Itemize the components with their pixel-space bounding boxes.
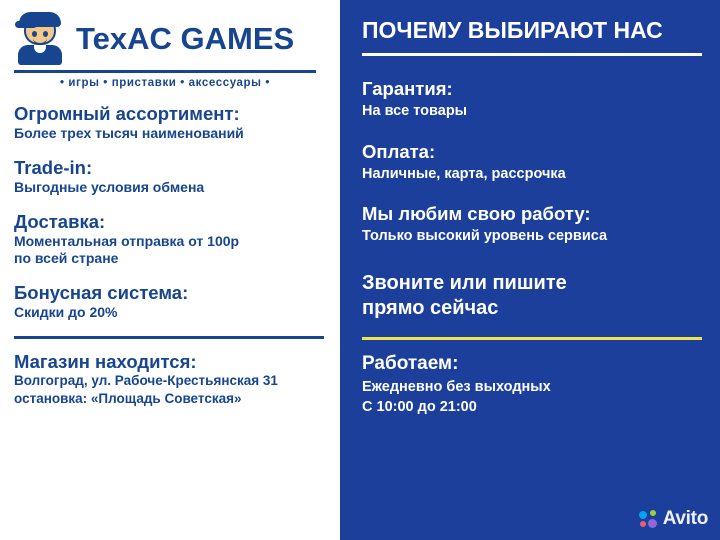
right-panel-heading: ПОЧЕМУ ВЫБИРАЮТ НАС: [362, 17, 663, 43]
left-feature-list: [14, 103, 326, 408]
right-info-panel: [340, 0, 720, 540]
feature-title: Доставка:: [14, 210, 106, 232]
heading-divider: [362, 53, 702, 56]
hours-line-1: Ежедневно без выходных: [362, 379, 551, 396]
benefit-title: Мы любим свою работу:: [362, 202, 591, 224]
shop-location-block: [14, 351, 326, 408]
feature-delivery: [14, 211, 326, 268]
avito-watermark: [639, 508, 708, 530]
benefit-title: Оплата:: [362, 140, 436, 162]
hours-line-2: С 10:00 до 21:00: [362, 399, 477, 416]
avito-logo-icon: [639, 510, 658, 529]
section-divider: [14, 336, 324, 339]
feature-desc: Выгодные условия обмена: [14, 179, 205, 196]
benefit-desc: На все товары: [362, 103, 468, 120]
benefit-desc: Только высокий уровень сервиса: [362, 228, 608, 245]
brand-logo-block: [14, 10, 326, 89]
shop-address: Волгоград, ул. Рабоче-Крестьянская 31: [14, 372, 278, 388]
call-to-action: Звоните или пишите прямо сейчас: [362, 272, 567, 320]
benefit-service: [362, 203, 702, 245]
working-hours-block: [362, 353, 702, 416]
left-info-panel: [0, 0, 340, 540]
feature-title: Бонусная система:: [14, 281, 189, 303]
feature-desc: Моментальная отправка от 100р по всей стране: [14, 232, 240, 267]
feature-desc: Скидки до 20%: [14, 304, 118, 321]
avito-label: Avito: [662, 508, 708, 529]
feature-title: Trade-in:: [14, 156, 93, 178]
mascot-icon: [14, 12, 68, 66]
benefit-title: Гарантия:: [362, 78, 453, 100]
logo-row: [14, 12, 326, 66]
brand-text: [76, 23, 294, 55]
feature-assortment: [14, 103, 326, 143]
feature-title: Огромный ассортимент:: [14, 103, 240, 124]
brand-title: TexAC GAMES: [76, 21, 295, 57]
shop-title: Магазин находится:: [14, 350, 197, 372]
feature-desc: Более трех тысяч наименований: [14, 125, 244, 142]
accent-divider: [362, 337, 702, 340]
hours-title: Работаем:: [362, 353, 459, 375]
feature-bonus: [14, 282, 326, 322]
right-feature-list: [362, 78, 702, 416]
shop-stop: остановка: «Площадь Советская»: [14, 390, 242, 406]
brand-divider: [14, 70, 316, 73]
brand-tagline: • игры • приставки • аксессуары •: [59, 77, 271, 89]
benefit-desc: Наличные, карта, рассрочка: [362, 165, 566, 182]
benefit-warranty: [362, 78, 702, 120]
benefit-payment: [362, 141, 702, 183]
feature-trade-in: [14, 157, 326, 197]
